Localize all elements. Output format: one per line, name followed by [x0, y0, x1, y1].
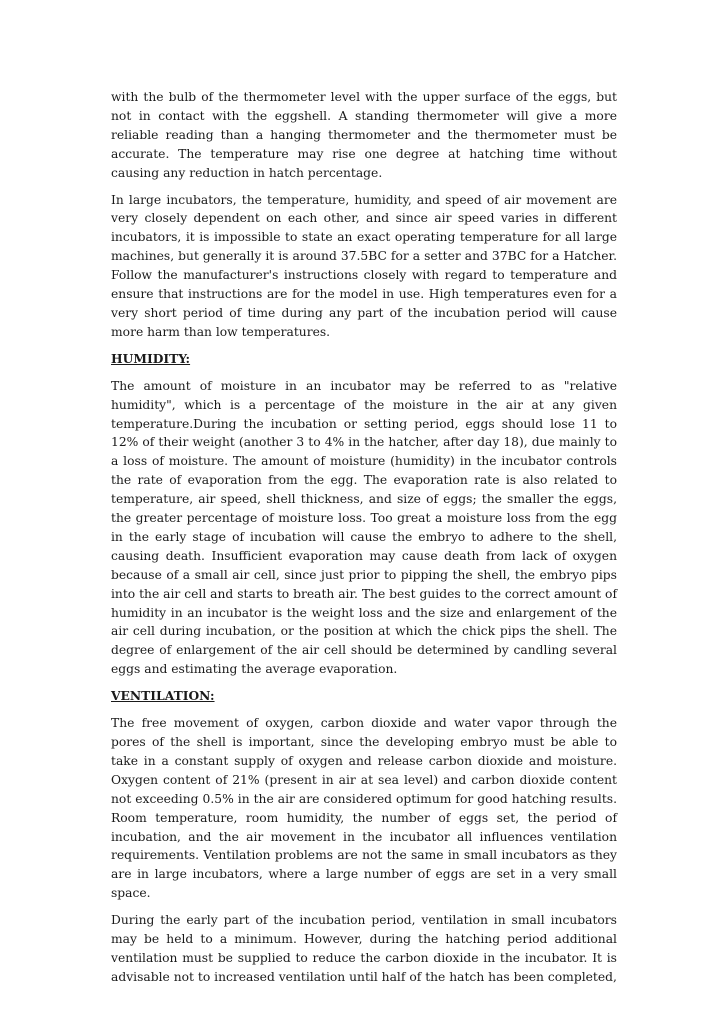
heading-ventilation: VENTILATION:: [111, 688, 215, 704]
paragraph-thermometer: with the bulb of the thermometer level with the upper surface of the eggs, but not in contact with the eggshell. A standing thermometer will give a more reliable reading than a hanging thermometer and the thermometer must be accurate. The temperature may rise one degree at hatching time without causing any reduction in hatch percentage.: [111, 90, 617, 180]
heading-humidity: HUMIDITY:: [111, 350, 191, 366]
paragraph-temperature: In large incubators, the temperature, humidity, and speed of air movement are very closely dependent on each other, and since air speed varies in different incubators, it is impossible to state an exact operating temperature for all large machines, but generally it is around 37.5BC for a setter and 37BC for a Hatcher. Follow the manufacturer's instructions closely with regard to temperature and ensure that instructions are for the model in use. High temperatures even for a very short period of time during any part of the incubation period will cause more harm than low temperatures.: [111, 192, 617, 339]
paragraph-humidity: The amount of moisture in an incubator may be referred to as "relative humidity", which is a percentage of the moisture in the air at any given temperature.During the incubation or setting period, eggs should lose 11 to 12% of their weight (another 3 to 4% in the hatcher, after day 18), due mainly to a loss of moisture. The amount of moisture (humidity) in the incubator controls the rate of evaporation from the egg. The evaporation rate is also related to temperature, air speed, shell thickness, and size of eggs; the smaller the eggs, the greater percentage of moisture loss. Too great a moisture loss from the egg in the early stage of incubation will cause the embryo to adhere to the shell, causing death. Insufficient evaporation may cause death from lack of oxygen because of a small air cell, since just prior to pipping the shell, the embryo pips into the air cell and starts to breath air. The best guides to the correct amount of humidity in an incubator is the weight loss and the size and enlargement of the air cell during incubation, or the position at which the chick pips the shell. The degree of enlargement of the air cell should be determined by candling several eggs and estimating the average evaporation.: [111, 378, 617, 677]
paragraph-ventilation-hatching: During the early part of the incubation period, ventilation in small incubators may be held to a minimum. However, during the hatching period additional ventilation must be supplied to reduce the carbon dioxide in the incubator. It is advisable not to increased ventilation until half of the hatch has been completed,: [111, 913, 617, 984]
document-page: [111, 88, 617, 995]
paragraph-ventilation: The free movement of oxygen, carbon dioxide and water vapor through the pores of the shell is important, since the developing embryo must be able to take in a constant supply of oxygen and release carbon dioxide and moisture. Oxygen content of 21% (present in air at sea level) and carbon dioxide content not exceeding 0.5% in the air are considered optimum for good hatching results. Room temperature, room humidity, the number of eggs set, the period of incubation, and the air movement in the incubator all influences ventilation requirements. Ventilation problems are not the same in small incubators as they are in large incubators, where a large number of eggs are set in a very small space.: [111, 716, 617, 901]
